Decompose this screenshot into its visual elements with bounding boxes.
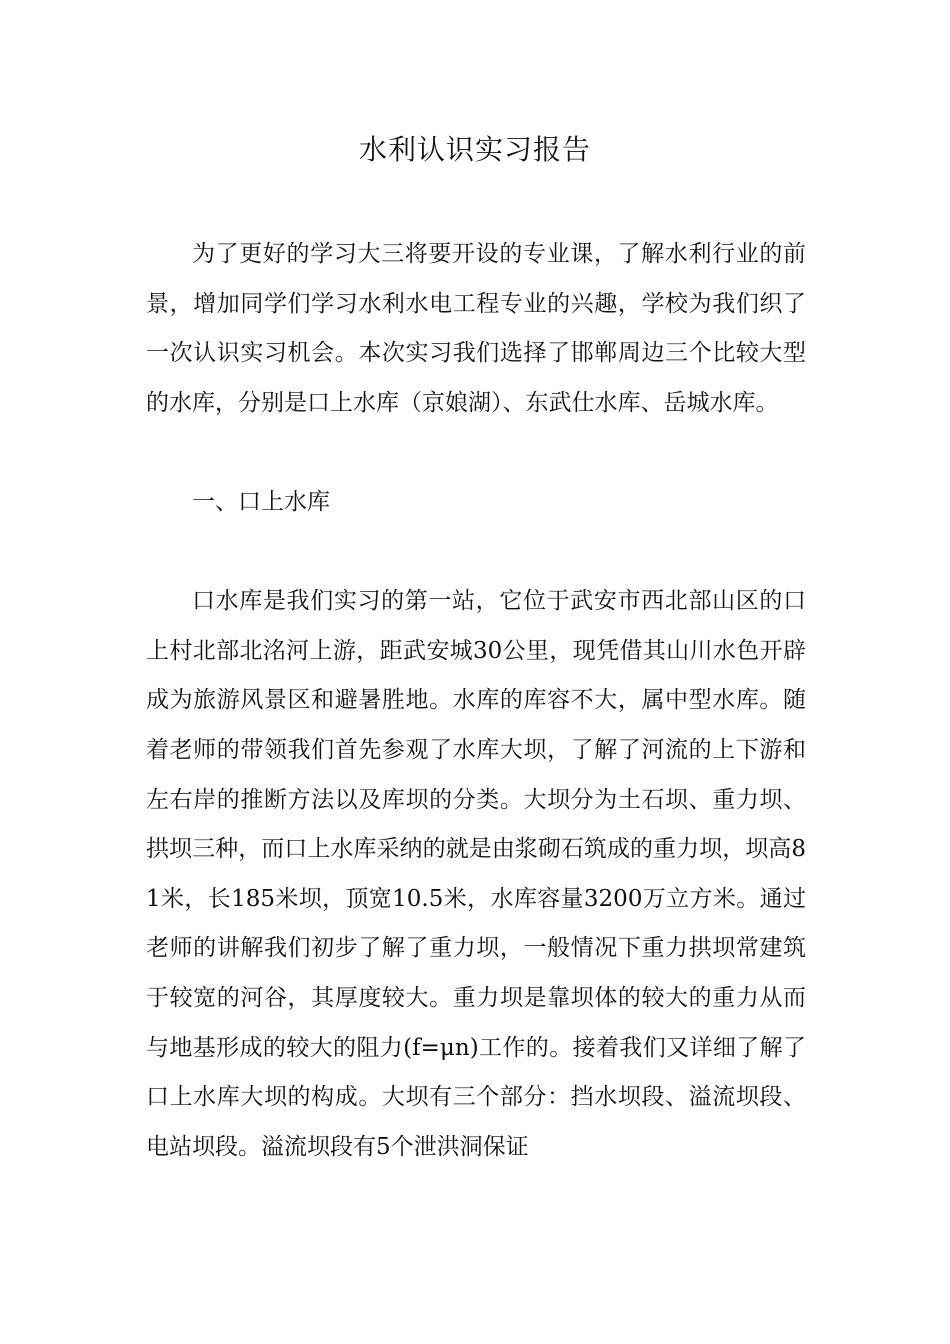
section-paragraph: 口水库是我们实习的第一站，它位于武安市西北部山区的口上村北部北洺河上游，距武安城30公里，现凭借其山川水色开辟成为旅游风景区和避暑胜地。水库的库容不大，属中型水库。随着老师的带领我们首先参观了水库大坝，了解了河流的上下游和左右岸的推断方法以及库坝的分类。大坝分为土石坝、重力坝、拱坝三种，而口上水库采纳的就是由浆砌石筑成的重力坝，坝高81米，长185米坝，顶宽10.5米，水库容量3200万立方米。通过老师的讲解我们初步了解了重力坝，一般情况下重力拱坝常建筑于较宽的河谷，其厚度较大。重力坝是靠坝体的较大的重力从而与地基形成的较大的阻力(f=μn)工作的。接着我们又详细了解了口上水库大坝的构成。大坝有三个部分：挡水坝段、溢流坝段、电站坝段。溢流坝段有5个泄洪洞保证 xyxy=(146,588,806,1160)
document-title: 水利认识实习报告 xyxy=(358,133,591,166)
document-body xyxy=(146,230,806,1172)
intro-paragraph: 为了更好的学习大三将要开设的专业课，了解水利行业的前景，增加同学们学习水利水电工程专业的兴趣，学校为我们织了一次认识实习机会。本次实习我们选择了邯郸周边三个比较大型的水库，分别是口上水库（京娘湖）、东武仕水库、岳城水库。 xyxy=(146,241,806,416)
section-heading: 一、口上水库 xyxy=(192,488,330,515)
